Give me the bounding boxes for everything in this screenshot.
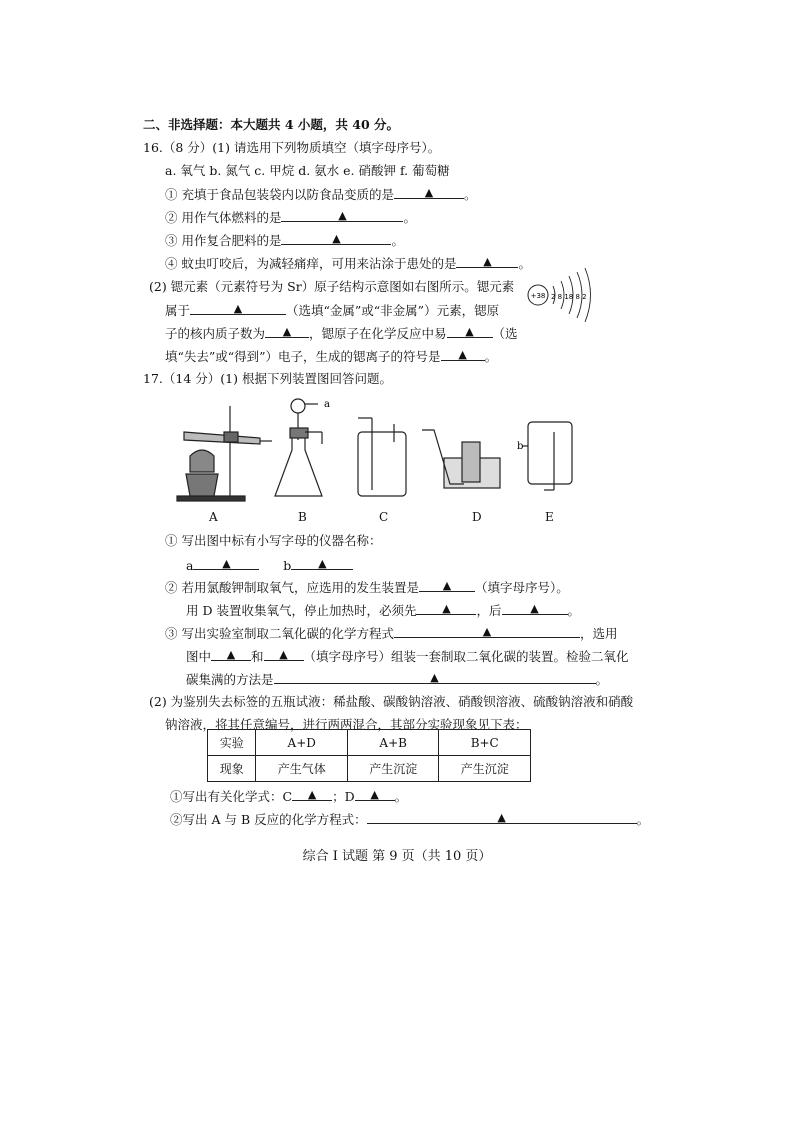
q16-item-4: ④ 蚊虫叮咬后，为减轻痛痒，可用来沾涂于患处的是 ▲ 。 — [165, 255, 531, 271]
answer-blank[interactable]: ▲ — [447, 324, 493, 338]
q16-item-1: ① 充填于食品包装袋内以防食品变质的是 ▲ 。 — [165, 186, 477, 202]
answer-blank[interactable]: ▲ — [193, 556, 259, 570]
apparatus-a — [177, 406, 272, 501]
answer-blank[interactable]: ▲ — [281, 231, 391, 245]
apparatus-e — [522, 422, 572, 490]
q16-item-3: ③ 用作复合肥料的是 ▲ 。 — [165, 232, 404, 248]
q16-heading: 16.（8 分）(1) 请选用下列物质填空（填字母序号）。 — [143, 140, 441, 155]
instrument-mark-a: a — [324, 399, 330, 410]
answer-blank[interactable]: ▲ — [265, 324, 309, 338]
answer-blank[interactable]: ▲ — [291, 556, 353, 570]
table-cell: 实验 — [208, 730, 256, 756]
answer-blank[interactable]: ▲ — [394, 185, 464, 199]
q17-part2-line1: (2) 为鉴别失去标签的五瓶试液：稀盐酸、碳酸钠溶液、硝酸钡溶液、硫酸钠溶液和硝酸 — [149, 694, 634, 709]
table-cell: 产生沉淀 — [347, 756, 439, 782]
strontium-atom-diagram — [520, 264, 596, 326]
q17-write-equation: ②写出 A 与 B 反应的化学方程式： ▲ 。 — [170, 811, 650, 827]
answer-blank[interactable]: ▲ — [274, 670, 596, 684]
answer-blank[interactable]: ▲ — [419, 578, 475, 592]
q17-write-formulas: ①写出有关化学式：C ▲ ；D ▲ 。 — [170, 788, 408, 804]
table-cell: A+D — [256, 730, 348, 756]
q16-item-4-text: ④ 蚊虫叮咬后，为减轻痛痒，可用来沾涂于患处的是 — [165, 256, 457, 271]
q16-item-2-text: ② 用作气体燃料的是 — [165, 210, 282, 225]
experiment-table — [207, 729, 531, 782]
answer-blank[interactable]: ▲ — [416, 601, 476, 615]
atom-nucleus-label: +38 — [530, 292, 546, 300]
q17-sub2: ② 若用氯酸钾制取氧气，应选用的发生装置是 ▲ （填字母序号）。 — [165, 579, 569, 595]
answer-blank[interactable]: ▲ — [355, 787, 395, 801]
table-row — [208, 730, 531, 756]
q17-sub3-line3: 碳集满的方法是 ▲ 。 — [186, 671, 609, 687]
q16-part2-line3: 子的核内质子数为 ▲ ，锶原子在化学反应中易 ▲ （选 — [165, 325, 518, 341]
table-cell: 产生沉淀 — [439, 756, 531, 782]
answer-blank[interactable]: ▲ — [456, 254, 518, 268]
answer-blank[interactable]: ▲ — [281, 208, 403, 222]
q16-part2-line4: 填“失去”或“得到”）电子，生成的锶离子的符号是 ▲ 。 — [165, 348, 498, 364]
answer-blank[interactable]: ▲ — [367, 810, 637, 824]
page-footer: 综合 I 试题 第 9 页（共 10 页） — [302, 849, 492, 864]
answer-blank[interactable]: ▲ — [502, 601, 568, 615]
q16-options: a. 氧气 b. 氮气 c. 甲烷 d. 氨水 e. 硝酸钾 f. 葡萄糖 — [165, 163, 450, 178]
table-row — [208, 756, 531, 782]
apparatus-label-a: A — [209, 510, 218, 524]
q16-part2-line1: (2) 锶元素（元素符号为 Sr）原子结构示意图如右图所示。锶元素 — [149, 279, 515, 294]
answer-blank[interactable]: ▲ — [441, 347, 485, 361]
apparatus-label-e: E — [545, 510, 554, 524]
table-cell: 产生气体 — [256, 756, 348, 782]
apparatus-label-d: D — [472, 510, 482, 524]
table-cell: A+B — [347, 730, 439, 756]
q17-sub2-line2: 用 D 装置收集氧气，停止加热时，必须先 ▲ ，后 ▲ 。 — [186, 602, 581, 618]
q17-heading: 17.（14 分）(1) 根据下列装置图回答问题。 — [143, 371, 392, 386]
answer-blank[interactable]: ▲ — [190, 301, 286, 315]
q16-item-1-text: ① 充填于食品包装袋内以防食品变质的是 — [165, 187, 394, 202]
q16-item-3-text: ③ 用作复合肥料的是 — [165, 233, 282, 248]
q17-sub3: ③ 写出实验室制取二氧化碳的化学方程式 ▲ ，选用 — [165, 625, 618, 641]
q17-sub1-blanks: a ▲ b ▲ — [186, 556, 353, 575]
section-title: 二、非选择题：本大题共 4 小题，共 40 分。 — [143, 117, 400, 132]
answer-blank[interactable]: ▲ — [394, 624, 580, 638]
q16-item-2: ② 用作气体燃料的是 ▲ 。 — [165, 209, 416, 225]
lab-apparatus-figure — [172, 392, 590, 524]
apparatus-c — [358, 418, 406, 496]
apparatus-d — [422, 430, 500, 488]
table-cell: 现象 — [208, 756, 256, 782]
apparatus-label-c: C — [379, 510, 389, 524]
q17-part2-line2: 钠溶液，将其任意编号，进行两两混合，其部分实验现象见下表： — [165, 717, 528, 732]
answer-blank[interactable]: ▲ — [292, 787, 332, 801]
atom-shell-electrons: 2 8 18 8 2 — [551, 293, 587, 301]
q17-sub3-line2: 图中 ▲ 和 ▲ （填字母序号）组装一套制取二氧化碳的装置。检验二氧化 — [186, 648, 629, 664]
q17-sub1: ① 写出图中标有小写字母的仪器名称： — [165, 533, 382, 548]
apparatus-label-b: B — [298, 510, 307, 524]
q16-part2-line2: 属于 ▲ （选填“金属”或“非金属”）元素，锶原 — [165, 302, 500, 318]
table-cell: B+C — [439, 730, 531, 756]
instrument-mark-b: b — [517, 441, 524, 452]
answer-blank[interactable]: ▲ — [211, 647, 251, 661]
answer-blank[interactable]: ▲ — [264, 647, 304, 661]
apparatus-b — [275, 399, 322, 496]
